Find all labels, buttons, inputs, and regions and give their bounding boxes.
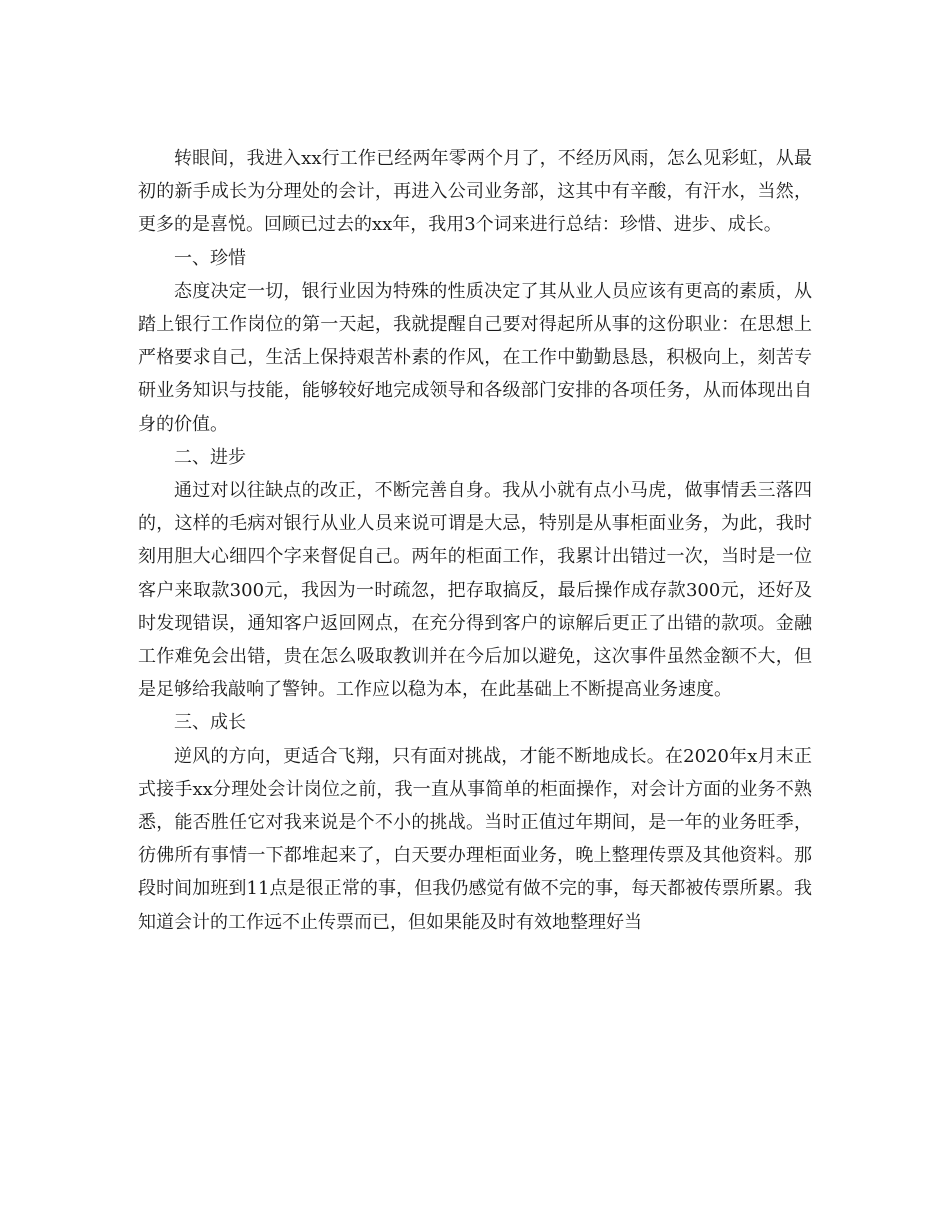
section-heading-growth: 三、成长 [174,712,246,734]
document-body [138,142,812,939]
section-paragraph-growth: 逆风的方向，更适合飞翔，只有面对挑战，才能不断地成长。在2020年x月末正式接手xx分理处会计岗位之前，我一直从事简单的柜面操作，对会计方面的业务不熟悉，能否胜任它对我来说是个不小的挑战。当时正值过年期间，是一年的业务旺季，彷佛所有事情一下都堆起来了，白天要办理柜面业务，晚上整理传票及其他资料。那段时间加班到11点是很正常的事，但我仍感觉有做不完的事，每天都被传票所累。我知道会计的工作远不止传票而已，但如果能及时有效地整理好当 [138,745,812,933]
section-heading-cherish: 一、珍惜 [174,247,246,269]
section-paragraph-progress: 通过对以往缺点的改正，不断完善自身。我从小就有点小马虎，做事情丢三落四的，这样的毛病对银行从业人员来说可谓是大忌，特别是从事柜面业务，为此，我时刻用胆大心细四个字来督促自己。两年的柜面工作，我累计出错过一次，当时是一位客户来取款300元，我因为一时疏忽，把存取搞反，最后操作成存款300元，还好及时发现错误，通知客户返回网点，在充分得到客户的谅解后更正了出错的款项。金融工作难免会出错，贵在怎么吸取教训并在今后加以避免，这次事件虽然金额不大，但是足够给我敲响了警钟。工作应以稳为本，在此基础上不断提高业务速度。 [138,480,812,701]
section-heading-progress: 二、进步 [174,446,246,468]
intro-paragraph: 转眼间，我进入xx行工作已经两年零两个月了，不经历风雨，怎么见彩虹，从最初的新手成长为分理处的会计，再进入公司业务部，这其中有辛酸，有汗水，当然，更多的是喜悦。回顾已过去的xx年，我用3个词来进行总结：珍惜、进步、成长。 [138,148,812,236]
section-paragraph-cherish: 态度决定一切，银行业因为特殊的性质决定了其从业人员应该有更高的素质，从踏上银行工作岗位的第一天起，我就提醒自己要对得起所从事的这份职业：在思想上严格要求自己，生活上保持艰苦朴素的作风，在工作中勤勤恳恳，积极向上，刻苦专研业务知识与技能，能够较好地完成领导和各级部门安排的各项任务，从而体现出自身的价值。 [138,280,812,435]
